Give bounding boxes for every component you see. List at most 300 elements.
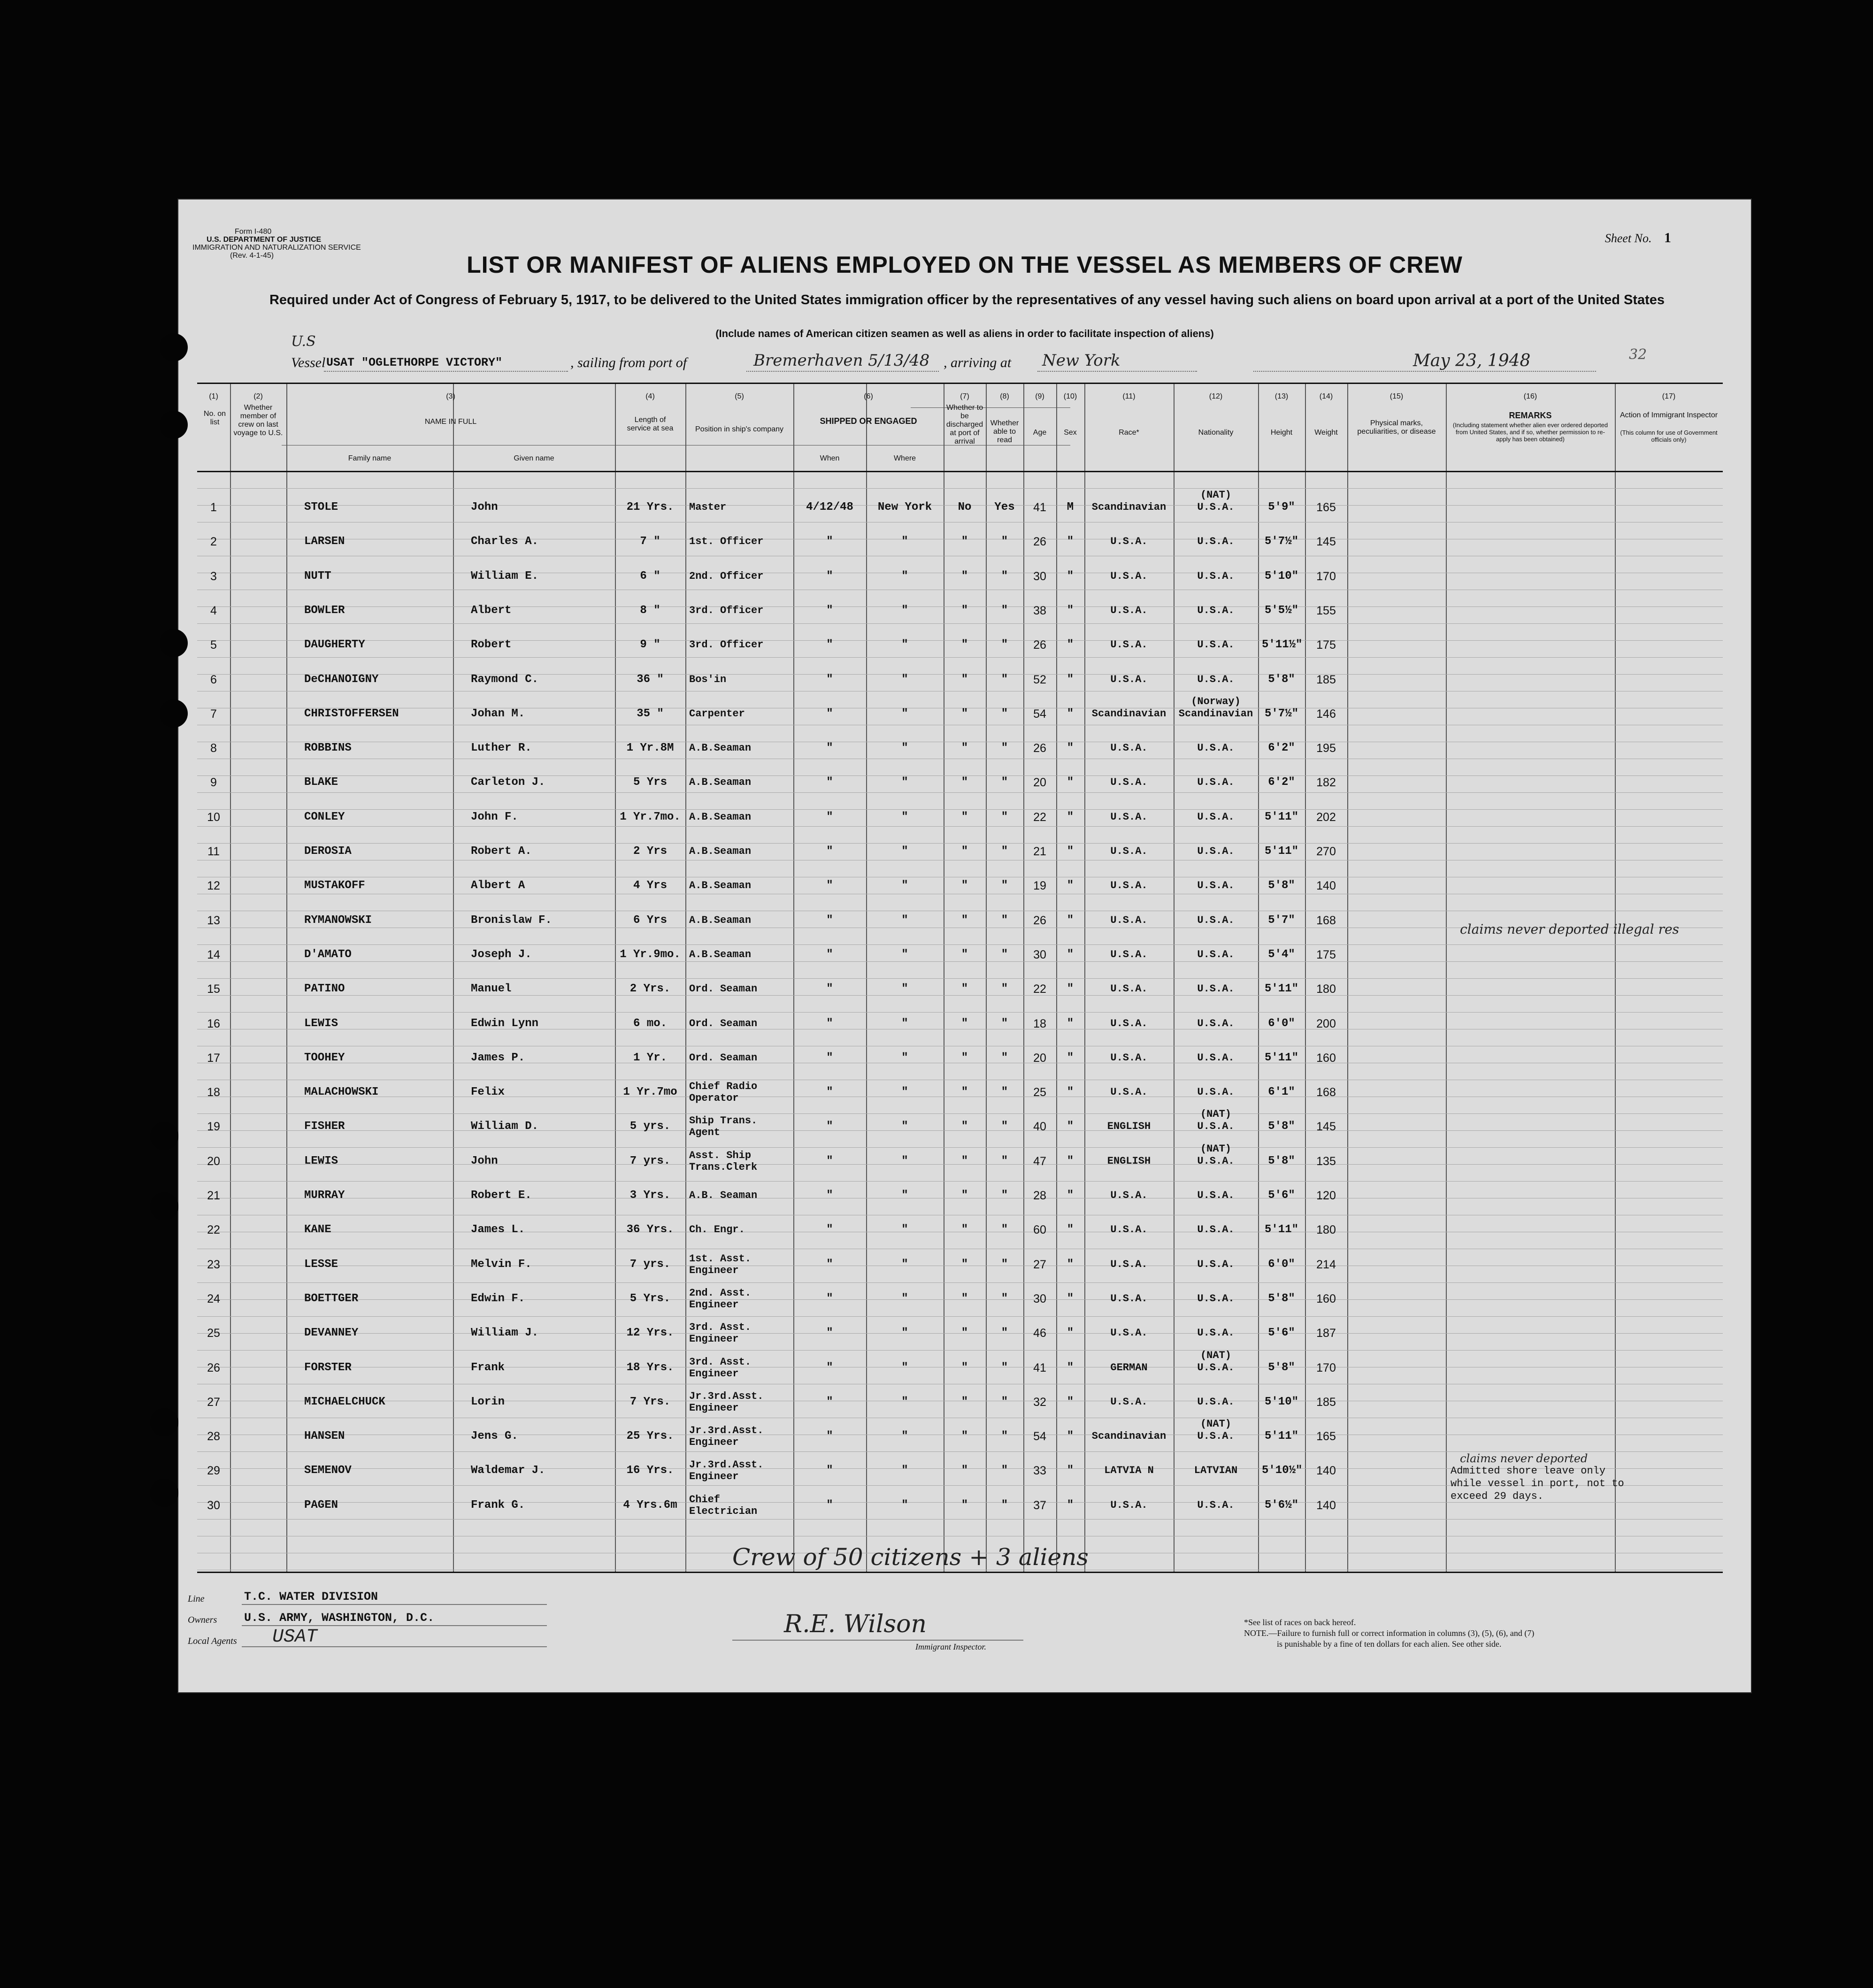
row-rule xyxy=(197,1012,1723,1013)
cell-height: 5'11" xyxy=(1264,845,1298,858)
cell-service: 9 " xyxy=(640,638,660,652)
cell-weight: 170 xyxy=(1316,569,1336,583)
cell-service: 5 yrs. xyxy=(629,1120,671,1133)
cell-where: New York xyxy=(877,501,932,514)
inspector-label: Immigrant Inspector. xyxy=(915,1642,986,1651)
cell-when: " xyxy=(826,1327,833,1340)
cell-where: " xyxy=(901,1154,908,1167)
col16-header: REMARKS xyxy=(1509,411,1552,420)
column-rule xyxy=(1615,384,1616,1572)
cell-no: 21 xyxy=(207,1189,220,1202)
cell-weight: 140 xyxy=(1316,879,1336,893)
cell-nationality-note: (NAT) xyxy=(1200,1418,1231,1430)
cell-race: U.S.A. xyxy=(1110,983,1148,995)
cell-when: 4/12/48 xyxy=(806,501,853,514)
col8-number: (8) xyxy=(1000,392,1009,400)
col13-number: (13) xyxy=(1274,392,1289,400)
cell-position: A.B. Seaman xyxy=(689,1190,758,1201)
cell-race: U.S.A. xyxy=(1110,1017,1148,1029)
cell-no: 23 xyxy=(207,1258,220,1271)
cell-where: " xyxy=(901,1258,908,1271)
cell-given: James P. xyxy=(471,1051,525,1064)
cell-age: 41 xyxy=(1033,1361,1046,1374)
cell-age: 22 xyxy=(1033,810,1046,824)
cell-race: U.S.A. xyxy=(1110,1499,1148,1511)
cell-where: " xyxy=(901,810,908,823)
cell-given: Raymond C. xyxy=(471,673,539,686)
cell-given: John xyxy=(471,501,498,514)
cell-family: ROBBINS xyxy=(304,742,352,755)
cell-discharged: " xyxy=(961,673,968,686)
row-rule xyxy=(197,1519,1723,1520)
col17-subheader: (This column for use of Government officials only) xyxy=(1620,429,1718,443)
cell-race: U.S.A. xyxy=(1110,811,1148,823)
vessel-label: Vessel xyxy=(291,355,326,370)
cell-service: 7 yrs. xyxy=(629,1154,671,1167)
punch-hole xyxy=(150,1479,178,1507)
cell-when: " xyxy=(826,1189,833,1202)
cell-where: " xyxy=(901,569,908,583)
cell-no: 4 xyxy=(210,604,217,617)
cell-read: " xyxy=(1001,742,1008,755)
col14-header: Weight xyxy=(1314,429,1338,437)
cell-position: Ord. Seaman xyxy=(689,983,758,995)
cell-read: " xyxy=(1001,1327,1008,1340)
cell-no: 18 xyxy=(207,1086,220,1099)
cell-age: 20 xyxy=(1033,1051,1046,1065)
cell-height: 5'11" xyxy=(1264,1051,1298,1064)
document-subtitle: Required under Act of Congress of February 5, 1917, to be delivered to the United States immigration officer by the representatives of any vessel having such aliens on board upon arrival at a port of the United States xyxy=(269,292,1665,307)
cell-height: 6'2" xyxy=(1268,742,1295,755)
cell-read: " xyxy=(1001,1154,1008,1167)
cell-where: " xyxy=(901,1189,908,1202)
cell-service: 7 Yrs. xyxy=(629,1395,671,1408)
cell-height: 5'11" xyxy=(1264,982,1298,996)
cell-read: " xyxy=(1001,535,1008,548)
cell-where: " xyxy=(901,1223,908,1236)
cell-read: " xyxy=(1001,913,1008,927)
cell-weight: 175 xyxy=(1316,638,1336,652)
cell-given: Luther R. xyxy=(471,742,532,755)
cell-height: 5'9" xyxy=(1268,501,1295,514)
cell-read: " xyxy=(1001,1017,1008,1030)
cell-sex: " xyxy=(1067,810,1074,823)
cell-sex: " xyxy=(1067,948,1074,961)
cell-height: 6'2" xyxy=(1268,776,1295,789)
cell-discharged: " xyxy=(961,1361,968,1374)
col3-header: NAME IN FULL xyxy=(424,418,477,426)
cell-discharged: " xyxy=(961,1154,968,1167)
col10-number: (10) xyxy=(1063,392,1077,400)
cell-sex: " xyxy=(1067,1327,1074,1340)
column-rule xyxy=(615,384,616,1572)
cell-nationality: U.S.A. xyxy=(1197,1258,1235,1270)
cell-given: Joseph J. xyxy=(471,948,532,961)
cell-weight: 168 xyxy=(1316,1086,1336,1099)
col6-number: (6) xyxy=(864,392,873,400)
cell-height: 5'7½" xyxy=(1264,535,1298,548)
col12-header: Nationality xyxy=(1198,429,1234,437)
cell-weight: 170 xyxy=(1316,1361,1336,1374)
cell-age: 30 xyxy=(1033,948,1046,961)
cell-discharged: " xyxy=(961,879,968,892)
cell-height: 5'8" xyxy=(1268,1154,1295,1167)
cell-read: Yes xyxy=(994,501,1015,514)
cell-weight: 140 xyxy=(1316,1498,1336,1512)
cell-age: 26 xyxy=(1033,535,1046,549)
cell-weight: 187 xyxy=(1316,1327,1336,1340)
cell-weight: 270 xyxy=(1316,845,1336,858)
cell-age: 33 xyxy=(1033,1464,1046,1478)
cell-read: " xyxy=(1001,604,1008,617)
cell-age: 41 xyxy=(1033,501,1046,514)
cell-no: 5 xyxy=(210,638,217,652)
cell-family: DeCHANOIGNY xyxy=(304,673,379,686)
cell-service: 8 " xyxy=(640,604,660,617)
cell-race: Scandinavian xyxy=(1091,1430,1167,1443)
cell-age: 18 xyxy=(1033,1017,1046,1030)
cell-height: 5'8" xyxy=(1268,879,1295,892)
line-label: Line xyxy=(188,1594,205,1604)
cell-age: 38 xyxy=(1033,604,1046,617)
cell-sex: " xyxy=(1067,638,1074,652)
cell-no: 16 xyxy=(207,1017,220,1030)
cell-when: " xyxy=(826,1292,833,1305)
cell-no: 24 xyxy=(207,1292,220,1305)
cell-weight: 145 xyxy=(1316,1120,1336,1134)
cell-family: MUSTAKOFF xyxy=(304,879,365,892)
cell-given: Frank G. xyxy=(471,1498,525,1512)
cell-age: 47 xyxy=(1033,1154,1046,1168)
cell-weight: 182 xyxy=(1316,776,1336,790)
cell-race: U.S.A. xyxy=(1110,1052,1148,1064)
cell-sex: " xyxy=(1067,604,1074,617)
cell-race: U.S.A. xyxy=(1110,1190,1148,1201)
cell-when: " xyxy=(826,673,833,686)
column-rule xyxy=(286,384,287,1572)
position-line: Ship Trans. xyxy=(689,1115,758,1127)
column-rule xyxy=(986,384,987,1572)
when-header: When xyxy=(820,454,840,462)
cell-nationality: Scandinavian xyxy=(1178,707,1253,720)
cell-sex: " xyxy=(1067,1223,1074,1236)
cell-where: " xyxy=(901,1327,908,1340)
sheet-label: Sheet No. xyxy=(1604,231,1652,245)
document-note: (Include names of American citizen seamen as well as aliens in order to facilitate inspection of aliens) xyxy=(715,328,1214,339)
cell-service: 5 Yrs. xyxy=(629,1292,671,1305)
cell-position xyxy=(689,1390,790,1414)
position-line: Chief Radio xyxy=(689,1081,758,1093)
cell-service: 7 " xyxy=(640,535,660,548)
cell-given: Robert A. xyxy=(471,845,532,858)
cell-given: Frank xyxy=(471,1361,505,1374)
cell-read: " xyxy=(1001,1051,1008,1064)
cell-no: 2 xyxy=(210,535,217,549)
col16-subheader: (Including statement whether alien ever ordered deported from United States, and if so, whether permission to re-apply has been obtained) xyxy=(1452,422,1608,443)
cell-read: " xyxy=(1001,776,1008,789)
cell-age: 22 xyxy=(1033,982,1046,996)
cell-family: SEMENOV xyxy=(304,1464,352,1477)
cell-height: 5'11" xyxy=(1264,1223,1298,1236)
cell-race: U.S.A. xyxy=(1110,1327,1148,1339)
cell-given: William E. xyxy=(471,569,539,583)
cell-nationality: U.S.A. xyxy=(1197,1327,1235,1339)
cell-given: Robert xyxy=(471,638,512,652)
cell-family: D'AMATO xyxy=(304,948,352,961)
cell-no: 30 xyxy=(207,1498,220,1512)
cell-race: LATVIA N xyxy=(1104,1465,1154,1477)
cell-where: " xyxy=(901,535,908,548)
col3-number: (3) xyxy=(446,392,455,400)
arriving-port: New York xyxy=(1042,351,1121,370)
cell-weight: 145 xyxy=(1316,535,1336,549)
corner-number: 32 xyxy=(1629,346,1647,363)
cell-age: 28 xyxy=(1033,1189,1046,1202)
cell-no: 6 xyxy=(210,673,217,686)
column-rule xyxy=(685,384,686,1572)
position-line: 2nd. Asst. xyxy=(689,1287,752,1299)
cell-sex: " xyxy=(1067,1464,1074,1477)
cell-where: " xyxy=(901,1120,908,1133)
row-rule xyxy=(197,944,1723,945)
cell-sex: " xyxy=(1067,1258,1074,1271)
row-rule xyxy=(197,826,1723,827)
cell-race: ENGLISH xyxy=(1107,1121,1151,1133)
cell-weight: 140 xyxy=(1316,1464,1336,1478)
punch-hole xyxy=(150,1408,178,1436)
agents-value: USAT xyxy=(272,1627,318,1648)
cell-race: U.S.A. xyxy=(1110,570,1148,582)
cell-family: DEVANNEY xyxy=(304,1327,359,1340)
cell-service: 1 Yr.8M xyxy=(626,742,674,755)
position-line: Jr.3rd.Asst. xyxy=(689,1425,764,1437)
cell-height: 5'8" xyxy=(1268,1292,1295,1305)
cell-no: 25 xyxy=(207,1327,220,1340)
cell-service: 6 mo. xyxy=(633,1017,667,1030)
position-line: Agent xyxy=(689,1127,721,1139)
cell-when: " xyxy=(826,1017,833,1030)
cell-where: " xyxy=(901,1086,908,1099)
cell-discharged: " xyxy=(961,982,968,996)
cell-age: 60 xyxy=(1033,1223,1046,1237)
cell-nationality: U.S.A. xyxy=(1197,1190,1235,1201)
cell-nationality: U.S.A. xyxy=(1197,811,1235,823)
cell-sex: " xyxy=(1067,1154,1074,1167)
cell-sex: " xyxy=(1067,1120,1074,1133)
cell-nationality: U.S.A. xyxy=(1197,673,1235,685)
cell-when: " xyxy=(826,1498,833,1512)
column-rule xyxy=(1305,384,1306,1572)
cell-service: 1 Yr.7mo. xyxy=(620,810,681,823)
col6-header: SHIPPED OR ENGAGED xyxy=(820,416,917,426)
row-rule xyxy=(197,775,1723,776)
col10-header: Sex xyxy=(1064,429,1077,437)
cell-weight: 155 xyxy=(1316,604,1336,617)
cell-nationality: U.S.A. xyxy=(1197,880,1235,892)
cell-discharged: " xyxy=(961,1464,968,1477)
cell-service: 25 Yrs. xyxy=(626,1430,674,1443)
cell-height: 6'0" xyxy=(1268,1258,1295,1271)
cell-family: CONLEY xyxy=(304,810,345,823)
cell-nationality: U.S.A. xyxy=(1197,604,1235,616)
cell-read: " xyxy=(1001,810,1008,823)
cell-nationality: U.S.A. xyxy=(1197,1361,1235,1374)
cell-given: Carleton J. xyxy=(471,776,545,789)
cell-where: " xyxy=(901,1464,908,1477)
col7-number: (7) xyxy=(960,392,969,400)
cell-given: Melvin F. xyxy=(471,1258,532,1271)
cell-sex: " xyxy=(1067,742,1074,755)
cell-family: BOETTGER xyxy=(304,1292,359,1305)
cell-nationality: U.S.A. xyxy=(1197,1224,1235,1236)
cell-age: 52 xyxy=(1033,673,1046,686)
cell-position: A.B.Seaman xyxy=(689,845,752,857)
col15-header: Physical marks, peculiarities, or disease xyxy=(1357,419,1436,436)
remark-row29-line2: while vessel in port, not to xyxy=(1451,1478,1624,1489)
cell-position: Ord. Seaman xyxy=(689,1017,758,1029)
cell-height: 5'7½" xyxy=(1264,707,1298,720)
cell-read: " xyxy=(1001,1120,1008,1133)
cell-position: A.B.Seaman xyxy=(689,742,752,754)
cell-when: " xyxy=(826,913,833,927)
cell-family: RYMANOWSKI xyxy=(304,913,372,927)
cell-when: " xyxy=(826,845,833,858)
cell-service: 36 " xyxy=(637,673,664,686)
cell-when: " xyxy=(826,742,833,755)
cell-family: NUTT xyxy=(304,569,331,583)
cell-service: 3 Yrs. xyxy=(629,1189,671,1202)
cell-race: GERMAN xyxy=(1110,1361,1148,1374)
cell-given: Robert E. xyxy=(471,1189,532,1202)
cell-no: 29 xyxy=(207,1464,220,1478)
cell-height: 5'6½" xyxy=(1264,1498,1298,1512)
punch-hole xyxy=(160,629,188,657)
cell-height: 5'11" xyxy=(1264,1430,1298,1443)
cell-race: U.S.A. xyxy=(1110,1258,1148,1270)
cell-family: KANE xyxy=(304,1223,331,1236)
row-rule xyxy=(197,809,1723,810)
cell-position xyxy=(689,1150,790,1173)
row-rule xyxy=(197,843,1723,844)
cell-nationality: U.S.A. xyxy=(1197,1155,1235,1167)
cell-service: 1 Yr.7mo xyxy=(623,1086,677,1099)
cell-nationality: LATVIAN xyxy=(1194,1465,1238,1477)
cell-nationality: U.S.A. xyxy=(1197,1121,1235,1133)
cell-discharged: " xyxy=(961,569,968,583)
cell-when: " xyxy=(826,776,833,789)
column-rule xyxy=(1347,384,1348,1572)
cell-age: 25 xyxy=(1033,1086,1046,1099)
cell-position xyxy=(689,1287,790,1311)
cell-height: 5'11" xyxy=(1264,810,1298,823)
cell-no: 22 xyxy=(207,1223,220,1237)
cell-sex: " xyxy=(1067,673,1074,686)
col4-number: (4) xyxy=(645,392,655,400)
cell-given: Albert A xyxy=(471,879,525,892)
cell-race: U.S.A. xyxy=(1110,1086,1148,1098)
cell-given: Johan M. xyxy=(471,707,525,720)
cell-weight: 160 xyxy=(1316,1292,1336,1305)
given-name-header: Given name xyxy=(514,454,554,462)
column-rule xyxy=(1258,384,1259,1572)
cell-service: 5 Yrs xyxy=(633,776,667,789)
cell-weight: 200 xyxy=(1316,1017,1336,1030)
cell-weight: 185 xyxy=(1316,1395,1336,1409)
cell-nationality-note: (Norway) xyxy=(1191,695,1241,707)
cell-weight: 160 xyxy=(1316,1051,1336,1065)
cell-where: " xyxy=(901,879,908,892)
cell-race: U.S.A. xyxy=(1110,914,1148,926)
cell-nationality-note: (NAT) xyxy=(1200,489,1231,501)
cell-nationality-note: (NAT) xyxy=(1200,1349,1231,1361)
cell-weight: 202 xyxy=(1316,810,1336,824)
cell-discharged: " xyxy=(961,638,968,652)
cell-family: DAUGHERTY xyxy=(304,638,365,652)
cell-position xyxy=(689,1459,790,1482)
cell-weight: 120 xyxy=(1316,1189,1336,1202)
cell-nationality: U.S.A. xyxy=(1197,536,1235,548)
owners-value: U.S. ARMY, WASHINGTON, D.C. xyxy=(244,1611,435,1625)
cell-race: U.S.A. xyxy=(1110,880,1148,892)
cell-sex: " xyxy=(1067,1395,1074,1408)
cell-where: " xyxy=(901,845,908,858)
cell-height: 5'11½" xyxy=(1262,638,1303,652)
cell-when: " xyxy=(826,982,833,996)
cell-family: MALACHOWSKI xyxy=(304,1086,379,1099)
cell-discharged: " xyxy=(961,1017,968,1030)
cell-no: 13 xyxy=(207,913,220,927)
cell-family: CHRISTOFFERSEN xyxy=(304,707,399,720)
cell-nationality: U.S.A. xyxy=(1197,1017,1235,1029)
cell-height: 5'8" xyxy=(1268,1361,1295,1374)
col11-number: (11) xyxy=(1122,392,1136,400)
cell-weight: 185 xyxy=(1316,673,1336,686)
cell-nationality: U.S.A. xyxy=(1197,983,1235,995)
cell-position: 1st. Officer xyxy=(689,536,764,548)
position-line: Engineer xyxy=(689,1471,739,1483)
cell-age: 30 xyxy=(1033,1292,1046,1305)
vessel-name: USAT "OGLETHORPE VICTORY" xyxy=(326,356,503,369)
cell-family: FORSTER xyxy=(304,1361,352,1374)
row-rule xyxy=(197,1350,1723,1351)
cell-nationality: U.S.A. xyxy=(1197,1052,1235,1064)
position-line: Electrician xyxy=(689,1505,758,1517)
cell-when: " xyxy=(826,1086,833,1099)
arrival-date: May 23, 1948 xyxy=(1413,351,1531,370)
cell-where: " xyxy=(901,776,908,789)
cell-given: Charles A. xyxy=(471,535,539,548)
position-line: 3rd. Asst. xyxy=(689,1356,752,1368)
cell-given: Jens G. xyxy=(471,1430,518,1443)
cell-sex: " xyxy=(1067,1017,1074,1030)
cell-sex: " xyxy=(1067,1189,1074,1202)
cell-when: " xyxy=(826,1395,833,1408)
cell-discharged: " xyxy=(961,707,968,720)
cell-service: 36 Yrs. xyxy=(626,1223,674,1236)
cell-read: " xyxy=(1001,1464,1008,1477)
col16-number: (16) xyxy=(1523,392,1537,400)
cell-race: U.S.A. xyxy=(1110,948,1148,960)
remark-row29-line3: exceed 29 days. xyxy=(1451,1490,1544,1502)
cell-sex: " xyxy=(1067,1086,1074,1099)
cell-weight: 214 xyxy=(1316,1258,1336,1271)
cell-sex: " xyxy=(1067,845,1074,858)
cell-service: 16 Yrs. xyxy=(626,1464,674,1477)
cell-when: " xyxy=(826,707,833,720)
cell-family: BOWLER xyxy=(304,604,345,617)
cell-sex: " xyxy=(1067,535,1074,548)
cell-discharged: " xyxy=(961,1498,968,1512)
